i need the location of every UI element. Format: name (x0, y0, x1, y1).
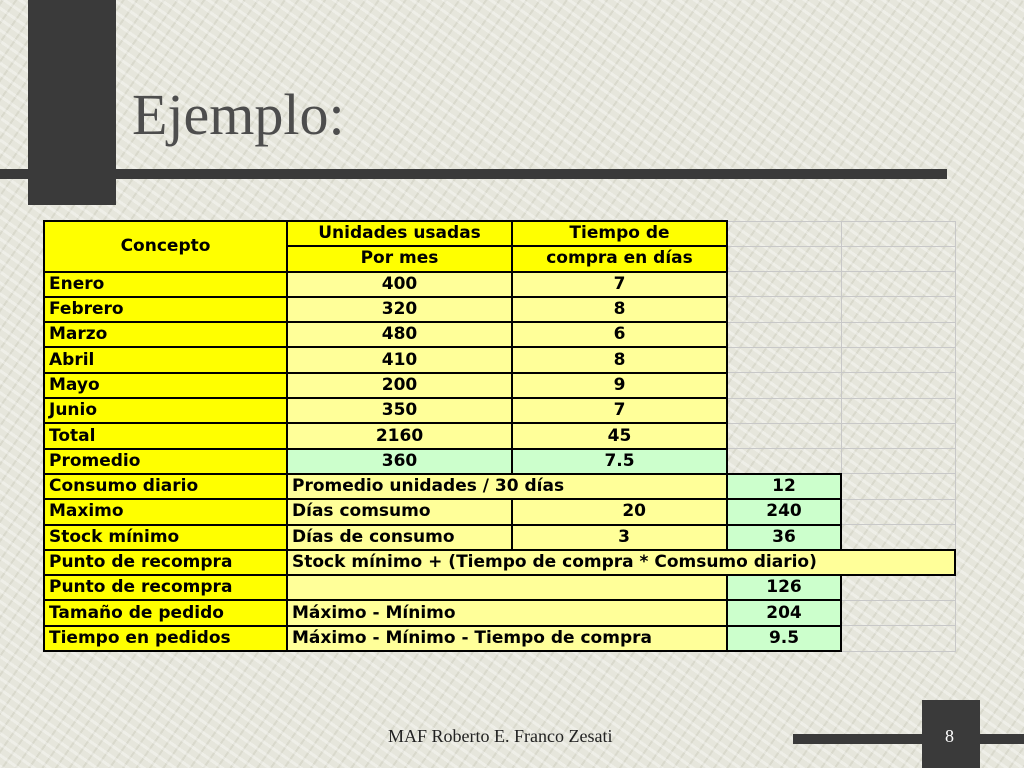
days-cell: 9 (512, 373, 727, 398)
factor-cell: 3 (512, 525, 727, 550)
units-cell: 480 (287, 322, 512, 347)
header-days-line2: compra en días (512, 246, 727, 271)
empty-cell (727, 322, 841, 347)
punto-recompra-formula-row (44, 550, 955, 575)
row-label: Enero (44, 272, 287, 297)
slide-title: Ejemplo: (132, 82, 345, 147)
empty-cell (841, 423, 955, 448)
empty-cell (727, 449, 841, 474)
header-units-line2: Por mes (287, 246, 512, 271)
table-row (44, 398, 955, 423)
row-label: Consumo diario (44, 474, 287, 499)
days-cell: 8 (512, 297, 727, 322)
empty-cell (727, 347, 841, 372)
row-label: Total (44, 423, 287, 448)
page-number: 8 (945, 726, 954, 746)
result-cell: 240 (727, 499, 841, 524)
units-cell: 320 (287, 297, 512, 322)
row-label: Abril (44, 347, 287, 372)
empty-cell (841, 575, 955, 600)
empty-cell (841, 525, 955, 550)
days-cell: 45 (512, 423, 727, 448)
empty-cell (841, 297, 955, 322)
header-concepto: Concepto (44, 221, 287, 272)
empty-cell (727, 423, 841, 448)
decorative-footer-rule (793, 734, 1024, 744)
table-row (44, 347, 955, 372)
formula-cell: Promedio unidades / 30 días (287, 474, 727, 499)
stock-minimo-row (44, 525, 955, 550)
result-cell: 12 (727, 474, 841, 499)
row-label: Tamaño de pedido (44, 600, 287, 625)
row-label: Promedio (44, 449, 287, 474)
result-cell: 204 (727, 600, 841, 625)
row-label: Marzo (44, 322, 287, 347)
row-label: Tiempo en pedidos (44, 626, 287, 651)
footer-author: MAF Roberto E. Franco Zesati (388, 726, 613, 746)
row-label: Febrero (44, 297, 287, 322)
tamano-pedido-row (44, 600, 955, 625)
empty-cell (727, 373, 841, 398)
row-label: Junio (44, 398, 287, 423)
days-cell: 7 (512, 398, 727, 423)
formula-cell: Stock mínimo + (Tiempo de compra * Comsumo diario) (287, 550, 955, 575)
units-cell: 360 (287, 449, 512, 474)
result-cell: 9.5 (727, 626, 841, 651)
empty-cell (841, 600, 955, 625)
formula-cell: Máximo - Mínimo - Tiempo de compra (287, 626, 727, 651)
units-cell: 2160 (287, 423, 512, 448)
result-cell: 36 (727, 525, 841, 550)
result-cell: 126 (727, 575, 841, 600)
consumo-diario-row (44, 474, 955, 499)
total-row (44, 423, 955, 448)
formula-cell (287, 575, 727, 600)
maximo-row (44, 499, 955, 524)
formula-cell: Máximo - Mínimo (287, 600, 727, 625)
punto-recompra-value-row (44, 575, 955, 600)
formula-cell: Días comsumo (287, 499, 512, 524)
units-cell: 410 (287, 347, 512, 372)
empty-cell (727, 297, 841, 322)
days-cell: 7 (512, 272, 727, 297)
empty-cell (841, 272, 955, 297)
table-row (44, 297, 955, 322)
promedio-row (44, 449, 955, 474)
empty-cell (841, 474, 955, 499)
header-units-line1: Unidades usadas (287, 221, 512, 246)
empty-cell (841, 449, 955, 474)
empty-cell (841, 246, 955, 271)
days-cell: 6 (512, 322, 727, 347)
empty-cell (841, 398, 955, 423)
decorative-title-rule (0, 169, 947, 179)
table-header-row (44, 221, 955, 246)
units-cell: 350 (287, 398, 512, 423)
empty-cell (727, 398, 841, 423)
row-label: Mayo (44, 373, 287, 398)
empty-cell (841, 322, 955, 347)
days-cell: 7.5 (512, 449, 727, 474)
empty-cell (841, 347, 955, 372)
factor-cell: 20 (512, 499, 727, 524)
header-days-line1: Tiempo de (512, 221, 727, 246)
row-label: Maximo (44, 499, 287, 524)
row-label: Punto de recompra (44, 550, 287, 575)
table-row (44, 322, 955, 347)
empty-cell (841, 499, 955, 524)
tiempo-pedidos-row (44, 626, 955, 651)
empty-cell (841, 626, 955, 651)
empty-cell (841, 373, 955, 398)
row-label: Punto de recompra (44, 575, 287, 600)
inventory-table (43, 220, 956, 652)
empty-cell (727, 272, 841, 297)
row-label: Stock mínimo (44, 525, 287, 550)
days-cell: 8 (512, 347, 727, 372)
units-cell: 200 (287, 373, 512, 398)
units-cell: 400 (287, 272, 512, 297)
table-row (44, 272, 955, 297)
empty-cell (841, 221, 955, 246)
empty-cell (727, 221, 841, 246)
formula-cell: Días de consumo (287, 525, 512, 550)
table-row (44, 373, 955, 398)
empty-cell (727, 246, 841, 271)
